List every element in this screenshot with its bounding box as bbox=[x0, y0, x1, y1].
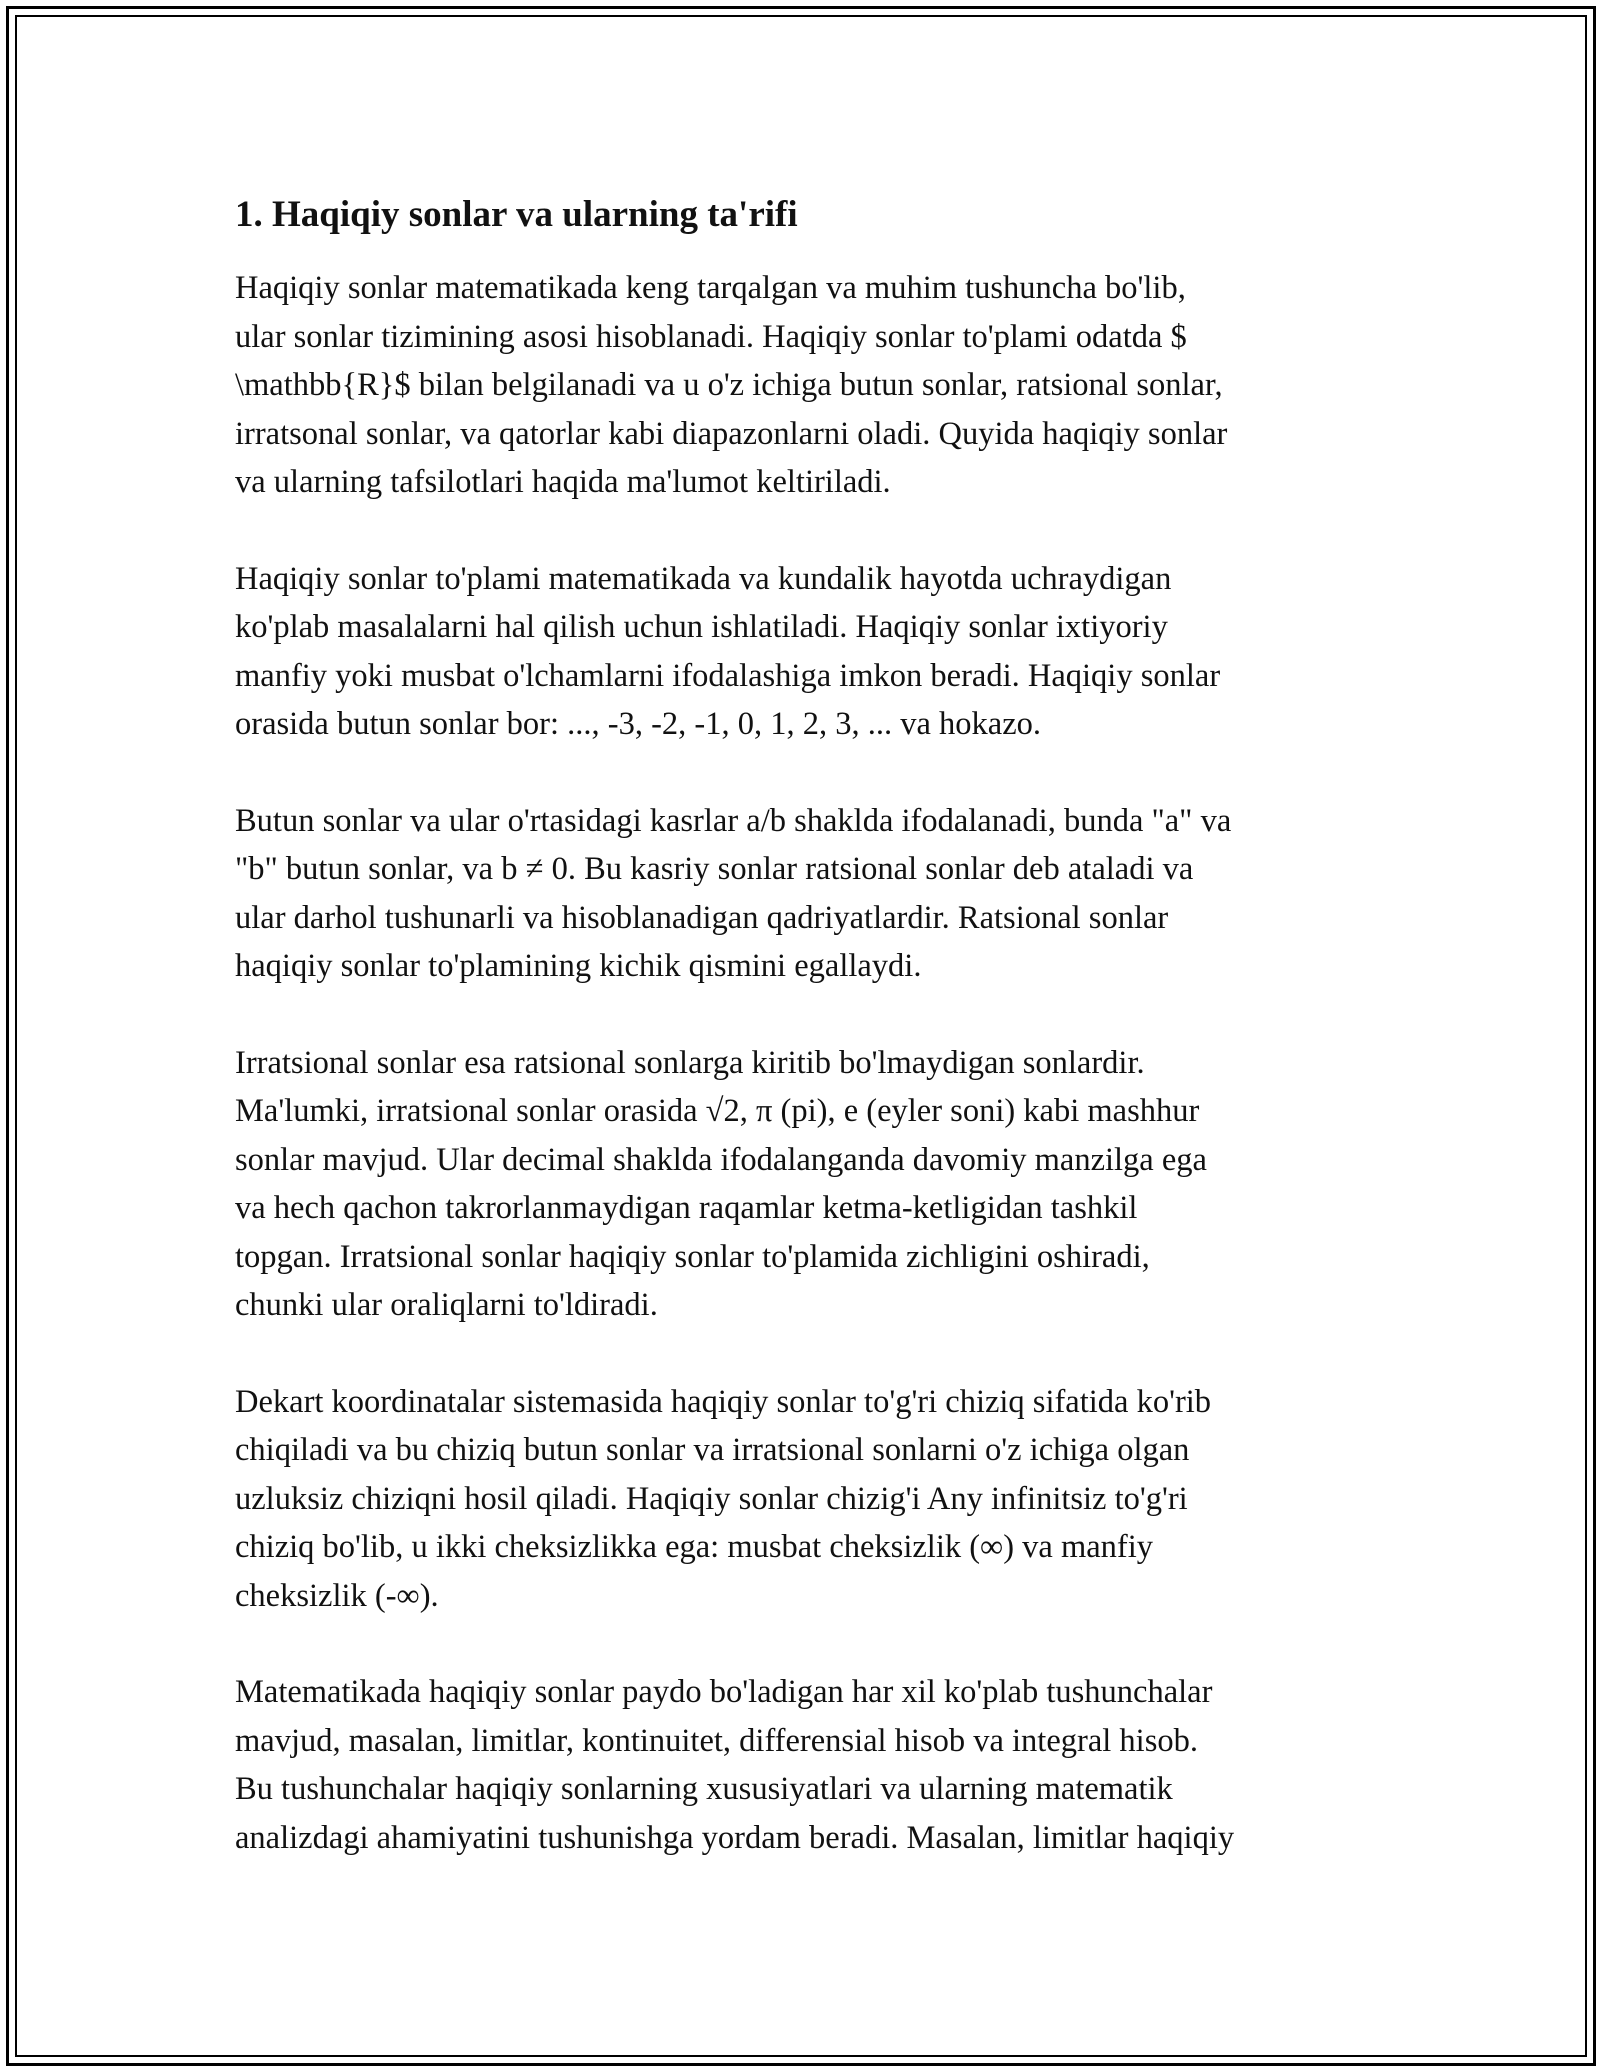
paragraph-line: manfiy yoki musbat o'lchamlarni ifodalashiga imkon beradi. Haqiqiy sonlar bbox=[235, 657, 1221, 694]
paragraph-line: va ularning tafsilotlari haqida ma'lumot keltiriladi. bbox=[235, 464, 891, 500]
paragraph-line: chiziq bo'lib, u ikki cheksizlikka ega: musbat cheksizlik (∞) va manfiy bbox=[235, 1529, 1154, 1565]
paragraph-6 bbox=[235, 1668, 1370, 1862]
paragraph-line: va hech qachon takrorlanmaydigan raqamlar ketma-ketligidan tashkil bbox=[235, 1190, 1138, 1226]
document-body bbox=[235, 188, 1370, 1910]
paragraph-line: "b" butun sonlar, va b ≠ 0. Bu kasriy sonlar ratsional sonlar deb ataladi va bbox=[235, 851, 1194, 887]
paragraph-line: irratsonal sonlar, va qatorlar kabi diapazonlarni oladi. Quyida haqiqiy sonlar bbox=[235, 415, 1228, 452]
paragraph-3 bbox=[235, 797, 1370, 991]
paragraph-line: orasida butun sonlar bor: ..., -3, -2, -1, 0, 1, 2, 3, ... va hokazo. bbox=[235, 706, 1042, 742]
paragraph-4 bbox=[235, 1039, 1370, 1330]
paragraph-line: ko'plab masalalarni hal qilish uchun ishlatiladi. Haqiqiy sonlar ixtiyoriy bbox=[235, 609, 1168, 645]
paragraph-line: Ma'lumki, irratsional sonlar orasida √2, π (pi), e (eyler soni) kabi mashhur bbox=[235, 1093, 1200, 1129]
paragraph-line: topgan. Irratsional sonlar haqiqiy sonlar to'plamida zichligini oshiradi, bbox=[235, 1238, 1150, 1275]
paragraph-line: Haqiqiy sonlar matematikada keng tarqalgan va muhim tushuncha bo'lib, bbox=[235, 270, 1186, 306]
paragraph-line: Bu tushunchalar haqiqiy sonlarning xususiyatlari va ularning matematik bbox=[235, 1771, 1173, 1807]
paragraph-line: uzluksiz chiziqni hosil qiladi. Haqiqiy sonlar chizig'i Any infinitsiz to'g'ri bbox=[235, 1480, 1188, 1517]
paragraph-line: Matematikada haqiqiy sonlar paydo bo'ladigan har xil ko'plab tushunchalar bbox=[235, 1674, 1213, 1710]
paragraph-5 bbox=[235, 1378, 1370, 1621]
paragraph-line: haqiqiy sonlar to'plamining kichik qismini egallaydi. bbox=[235, 948, 922, 984]
paragraph-line: \mathbb{R}$ bilan belgilanadi va u o'z ichiga butun sonlar, ratsional sonlar, bbox=[235, 367, 1223, 403]
paragraph-line: Haqiqiy sonlar to'plami matematikada va kundalik hayotda uchraydigan bbox=[235, 560, 1172, 597]
paragraph-2 bbox=[235, 555, 1370, 749]
paragraph-line: cheksizlik (-∞). bbox=[235, 1577, 439, 1614]
section-heading: 1. Haqiqiy sonlar va ularning ta'rifi bbox=[235, 194, 798, 235]
paragraph-line: Butun sonlar va ular o'rtasidagi kasrlar a/b shakldа ifodalanadi, bunda "a" va bbox=[235, 802, 1232, 839]
paragraph-line: sonlar mavjud. Ular decimal shakldа ifodalanganda davomiy manzilga ega bbox=[235, 1141, 1207, 1178]
paragraph-line: Dekart koordinatalar sistemasida haqiqiy sonlar to'g'ri chiziq sifatida ko'rib bbox=[235, 1383, 1212, 1420]
paragraph-line: chiqiladi va bu chiziq butun sonlar va irratsional sonlarni o'z ichiga olgan bbox=[235, 1432, 1190, 1468]
paragraph-line: analizdagi ahamiyatini tushunishga yordam beradi. Masalan, limitlar haqiqiy bbox=[235, 1819, 1235, 1856]
paragraph-1 bbox=[235, 264, 1370, 507]
paragraph-line: mavjud, masalan, limitlar, kontinuitet, differensial hisob va integral hisob. bbox=[235, 1722, 1198, 1759]
paragraph-line: ular sonlar tizimining asosi hisoblanadi. Haqiqiy sonlar to'plami odatda $ bbox=[235, 318, 1187, 355]
paragraph-line: chunki ular oraliqlarni to'ldiradi. bbox=[235, 1287, 658, 1323]
paragraph-line: Irratsional sonlar esa ratsional sonlarga kiritib bo'lmaydigan sonlardir. bbox=[235, 1044, 1145, 1081]
paragraph-line: ular darhol tushunarli va hisoblanadigan qadriyatlardir. Ratsional sonlar bbox=[235, 899, 1169, 936]
